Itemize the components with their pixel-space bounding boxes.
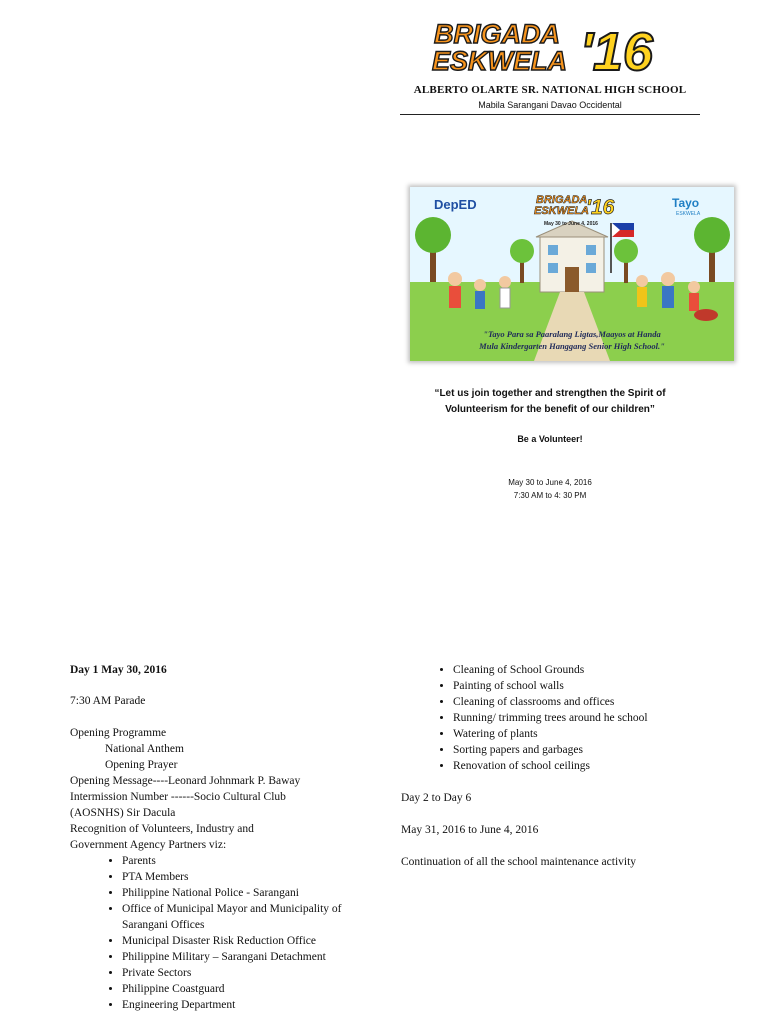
recognition-text-1: Recognition of Volunteers, Industry and	[70, 823, 254, 835]
list-item: • Cleaning of classrooms and offices	[453, 694, 711, 710]
list-item: • Philippine National Police - Sarangani	[122, 885, 370, 901]
event-time: 7:30 AM to 4: 30 PM	[513, 491, 587, 500]
day2-title: Day 2 to Day 6	[401, 792, 472, 804]
banner-date-text: May 30 to June 4, 2016	[544, 221, 598, 227]
logo-brigada-text: BRIGADA	[434, 19, 560, 49]
tayo-logo-sub-text: ESKWELA	[676, 211, 701, 217]
activities-list	[401, 662, 711, 774]
list-item: • Painting of school walls	[453, 678, 711, 694]
banner-year-text: '16	[586, 196, 615, 219]
list-item: • Private Sectors	[122, 965, 370, 981]
wheelbarrow-icon	[694, 309, 718, 321]
tayo-logo-text: Tayo	[672, 196, 700, 210]
quote-line-1: “Let us join together and strengthen the Spirit of	[434, 388, 666, 399]
parade-text: 7:30 AM Parade	[70, 695, 146, 707]
list-item: • Philippine Coastguard	[122, 981, 370, 997]
school-address: Mabila Sarangani Davao Occidental	[478, 100, 622, 110]
opening-message-text: Opening Message----Leonard Johnmark P. Baway	[70, 775, 301, 787]
be-a-volunteer-text: Be a Volunteer!	[517, 434, 583, 444]
banner-tagline-line2: Mula Kindergarten Hanggang Senior High School."	[479, 341, 665, 351]
list-item: • PTA Members	[122, 869, 370, 885]
brigada-banner-image	[410, 187, 734, 361]
logo-year-text: '16	[580, 22, 653, 78]
list-item: • Engineering Department	[122, 997, 370, 1013]
brigada-eskwela-logo	[430, 14, 712, 78]
list-item: • Philippine Military – Sarangani Detachment	[122, 949, 370, 965]
partners-list	[70, 853, 370, 1013]
event-dates: May 30 to June 4, 2016	[508, 478, 592, 487]
national-anthem-text: National Anthem	[105, 743, 184, 755]
day1-title: Day 1 May 30, 2016	[70, 664, 167, 676]
opening-prayer-text: Opening Prayer	[105, 759, 178, 771]
list-item: • Watering of plants	[453, 726, 711, 742]
day2-dates: May 31, 2016 to June 4, 2016	[401, 824, 539, 836]
list-item: • Running/ trimming trees around he school	[453, 710, 711, 726]
banner-eskwela-text: ESKWELA	[534, 205, 589, 217]
school-name: ALBERTO OLARTE SR. NATIONAL HIGH SCHOOL	[413, 84, 687, 96]
day2-note: Continuation of all the school maintenance activity	[401, 856, 637, 868]
header-divider	[400, 114, 700, 115]
banner-brigada-text: BRIGADA	[536, 194, 588, 206]
list-item: • Municipal Disaster Risk Reduction Office	[122, 933, 370, 949]
list-item: • Office of Municipal Mayor and Municipality of Sarangani Offices	[122, 901, 370, 933]
intermission-text-1: Intermission Number ------Socio Cultural Club	[70, 791, 286, 803]
quote-line-2: Volunteerism for the benefit of our children”	[445, 404, 655, 415]
banner-tagline-line1: "Tayo Para sa Paaralang Ligtas,Maayos at Handa	[483, 329, 661, 339]
list-item: • Sorting papers and garbages	[453, 742, 711, 758]
list-item: • Cleaning of School Grounds	[453, 662, 711, 678]
list-item: • Renovation of school ceilings	[453, 758, 711, 774]
list-item: • Parents	[122, 853, 370, 869]
event-date-block	[400, 476, 700, 502]
volunteer-quote	[400, 386, 700, 418]
deped-logo-text: DepED	[434, 197, 477, 212]
logo-eskwela-text: ESKWELA	[432, 46, 567, 76]
recognition-text-2: Government Agency Partners viz:	[70, 839, 227, 851]
opening-programme-text: Opening Programme	[70, 727, 167, 739]
day1-section	[70, 662, 370, 1013]
activities-section	[401, 662, 711, 870]
intermission-text-2: (AOSNHS) Sir Dacula	[70, 807, 176, 819]
